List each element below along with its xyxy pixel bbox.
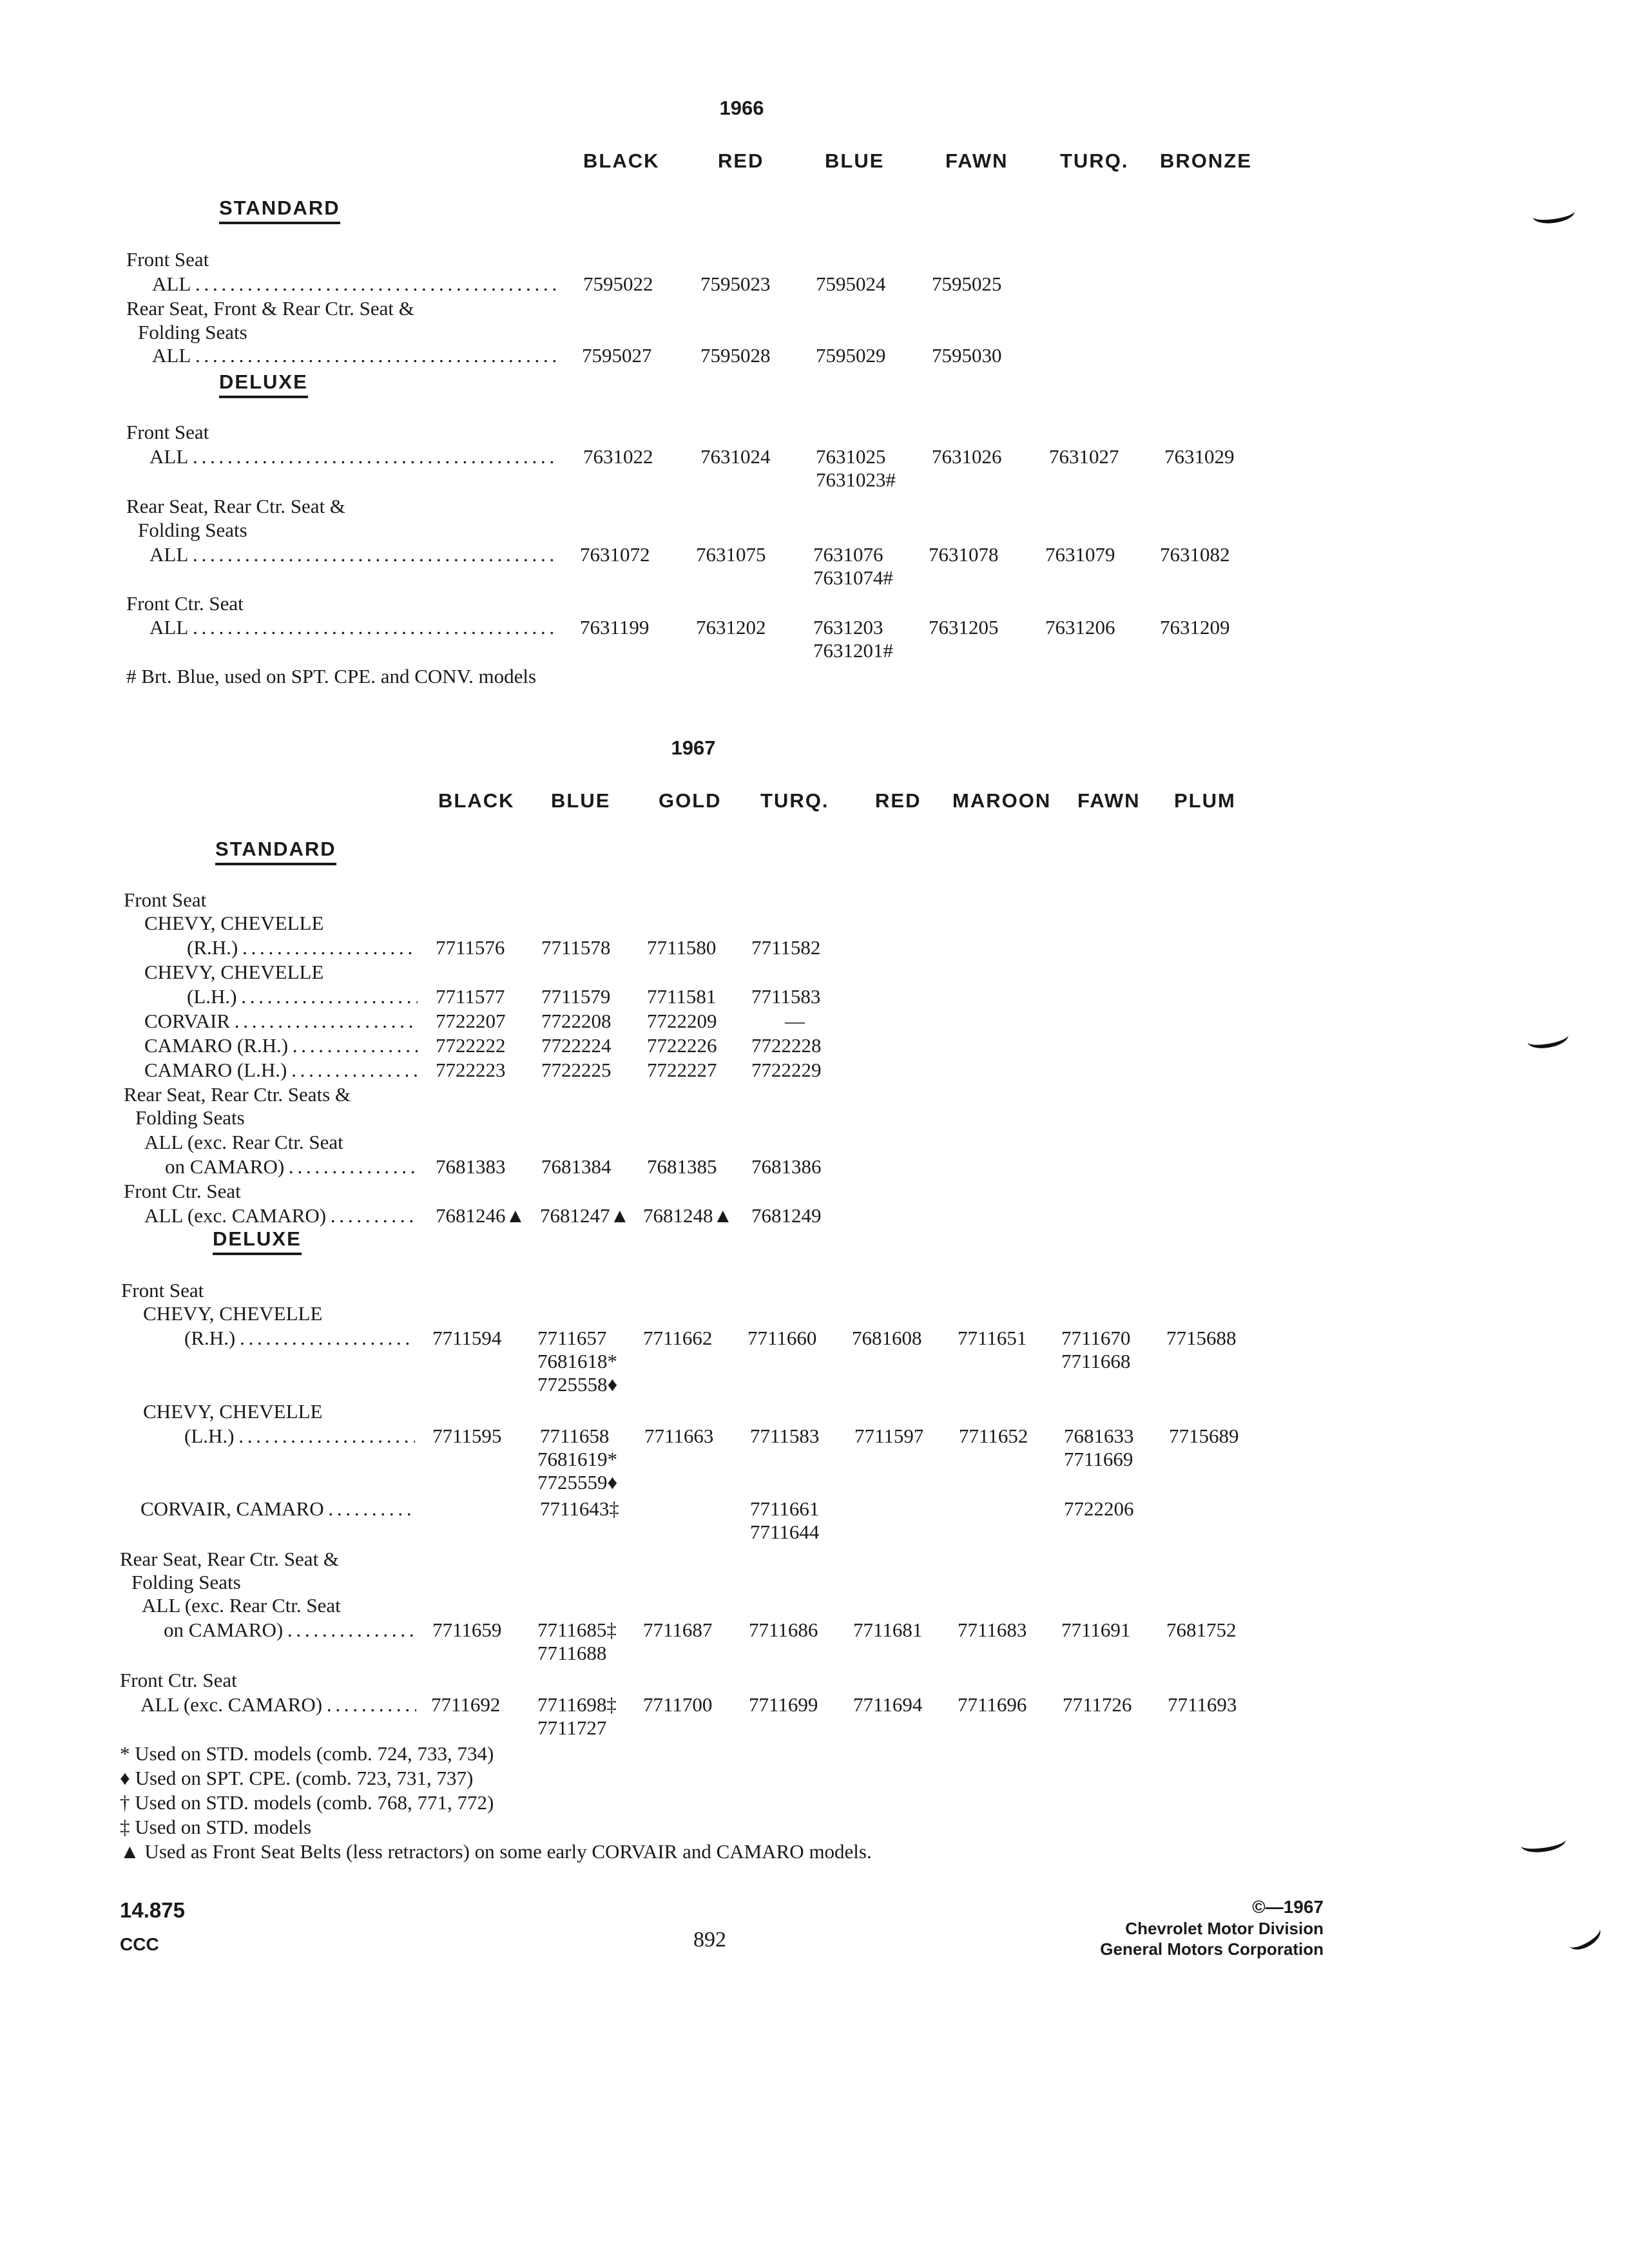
part-number: 7711661 bbox=[750, 1497, 820, 1520]
part-number: 7711644 bbox=[750, 1521, 820, 1543]
row-label: ALL (exc. Rear Ctr. Seat bbox=[142, 1594, 341, 1617]
col-fawn: FAWN bbox=[1077, 789, 1141, 812]
part-number: 7595022 bbox=[583, 273, 653, 295]
part-number: 7595029 bbox=[816, 344, 886, 367]
part-number: 7681386 bbox=[751, 1155, 822, 1178]
row-label: ALL (exc. CAMARO) . . . bbox=[144, 1204, 418, 1228]
row-label: on CAMARO) . . . bbox=[165, 1155, 418, 1179]
part-number: 7711659 bbox=[432, 1619, 502, 1641]
part-number: 7711658 bbox=[540, 1425, 610, 1447]
part-number: 7725559♦ bbox=[537, 1471, 618, 1494]
row-label: Front Ctr. Seat bbox=[124, 1180, 241, 1202]
row-label: Rear Seat, Rear Ctr. Seat & bbox=[120, 1548, 340, 1570]
part-number: 7681383 bbox=[436, 1155, 506, 1178]
col-turq: TURQ. bbox=[1060, 149, 1129, 172]
part-number: 7711685‡ bbox=[537, 1619, 617, 1641]
part-number: 7722222 bbox=[436, 1034, 506, 1057]
part-number: 7711692 bbox=[431, 1693, 501, 1716]
part-number: 7711579 bbox=[541, 985, 611, 1008]
footnote: ▲ Used as Front Seat Belts (less retractors) on some early CORVAIR and CAMARO models. bbox=[120, 1840, 872, 1863]
part-number: 7711669 bbox=[1064, 1448, 1133, 1470]
part-number: 7722206 bbox=[1064, 1497, 1134, 1520]
row-label: (L.H.) . . . bbox=[187, 985, 418, 1009]
binder-mark bbox=[1565, 1921, 1605, 1955]
part-number: 7681247▲ bbox=[540, 1204, 630, 1227]
row-label: CHEVY, CHEVELLE bbox=[143, 1400, 323, 1423]
row-label: ALL . . . bbox=[149, 543, 559, 567]
part-number: 7711578 bbox=[541, 936, 611, 959]
part-number: 7711670 bbox=[1061, 1327, 1131, 1349]
part-number: 7711700 bbox=[643, 1693, 713, 1716]
row-label: CHEVY, CHEVELLE bbox=[144, 912, 324, 934]
col-blue: BLUE bbox=[551, 789, 611, 812]
part-number: 7711657 bbox=[537, 1327, 607, 1349]
part-number: 7631082 bbox=[1160, 543, 1230, 566]
footnote-1966: # Brt. Blue, used on SPT. CPE. and CONV. models bbox=[126, 665, 537, 687]
row-label: Front Ctr. Seat bbox=[120, 1669, 237, 1691]
col-turq: TURQ. bbox=[760, 789, 829, 812]
part-number: 7711693 bbox=[1168, 1693, 1237, 1716]
footnote: † Used on STD. models (comb. 768, 771, 772) bbox=[120, 1791, 494, 1814]
col-red: RED bbox=[875, 789, 921, 812]
part-number: 7711595 bbox=[432, 1425, 502, 1447]
row-label: Front Ctr. Seat bbox=[126, 592, 244, 615]
year-1967-heading: 1967 bbox=[671, 736, 716, 759]
part-number: 7711643‡ bbox=[540, 1497, 619, 1520]
part-number: 7631022 bbox=[583, 445, 653, 468]
row-label: (R.H.) . . . bbox=[187, 936, 418, 960]
part-number: 7722223 bbox=[436, 1059, 506, 1081]
part-number: 7711694 bbox=[853, 1693, 923, 1716]
part-number: 7631201# bbox=[813, 639, 893, 662]
part-number: 7681618* bbox=[537, 1350, 617, 1372]
col-plum: PLUM bbox=[1174, 789, 1236, 812]
part-number: 7631209 bbox=[1160, 616, 1230, 639]
row-label: CORVAIR . . . bbox=[144, 1009, 418, 1033]
col-bronze: BRONZE bbox=[1160, 149, 1252, 172]
row-label: ALL . . . bbox=[152, 272, 559, 296]
part-number: 7722226 bbox=[647, 1034, 717, 1057]
part-number: 7595030 bbox=[932, 344, 1002, 367]
footnote: ♦ Used on SPT. CPE. (comb. 723, 731, 737) bbox=[120, 1767, 474, 1789]
part-number: 7631024 bbox=[700, 445, 771, 468]
part-number: 7631206 bbox=[1045, 616, 1115, 639]
row-label: Folding Seats bbox=[131, 1571, 241, 1593]
binder-mark bbox=[1519, 1831, 1566, 1854]
part-number: 7631027 bbox=[1049, 445, 1119, 468]
row-label: CHEVY, CHEVELLE bbox=[144, 961, 324, 983]
row-label: Folding Seats bbox=[138, 519, 247, 541]
part-number: 7711698‡ bbox=[537, 1693, 617, 1716]
part-number: 7711662 bbox=[643, 1327, 713, 1349]
part-number: 7631026 bbox=[932, 445, 1002, 468]
part-number: 7631079 bbox=[1045, 543, 1115, 566]
part-number: 7595025 bbox=[932, 273, 1002, 295]
part-number: 7715689 bbox=[1169, 1425, 1239, 1447]
part-number: 7711652 bbox=[959, 1425, 1028, 1447]
part-number: 7725558♦ bbox=[537, 1373, 618, 1396]
part-number: 7711688 bbox=[537, 1642, 607, 1664]
section-number: 14.875 bbox=[120, 1898, 185, 1922]
part-number: 7711581 bbox=[647, 985, 717, 1008]
part-number: 7681249 bbox=[751, 1204, 822, 1227]
col-blue: BLUE bbox=[825, 149, 885, 172]
part-number: 7681619* bbox=[537, 1448, 617, 1470]
part-number: 7722227 bbox=[647, 1059, 717, 1081]
row-label: Front Seat bbox=[121, 1279, 204, 1302]
col-fawn: FAWN bbox=[945, 149, 1008, 172]
part-number: 7711583 bbox=[750, 1425, 820, 1447]
row-label: Front Seat bbox=[124, 889, 207, 911]
part-number: 7711686 bbox=[749, 1619, 818, 1641]
part-number: 7711699 bbox=[749, 1693, 818, 1716]
row-label: ALL . . . bbox=[149, 615, 559, 640]
row-label: on CAMARO) . . . bbox=[164, 1618, 416, 1642]
row-label: (L.H.) . . . bbox=[184, 1424, 415, 1448]
part-number: 7722208 bbox=[541, 1010, 612, 1032]
part-number: 7711663 bbox=[644, 1425, 714, 1447]
row-label: CORVAIR, CAMARO . . . bbox=[140, 1497, 415, 1521]
part-number: 7631203 bbox=[813, 616, 883, 639]
part-number: 7595027 bbox=[582, 344, 652, 367]
part-number: 7681248▲ bbox=[643, 1204, 733, 1227]
part-number: 7631025 bbox=[816, 445, 886, 468]
part-number: 7681246▲ bbox=[436, 1204, 526, 1227]
part-number: 7631072 bbox=[580, 543, 650, 566]
row-label: Front Seat bbox=[126, 421, 209, 443]
part-number: 7631029 bbox=[1164, 445, 1235, 468]
part-number: 7681608 bbox=[852, 1327, 922, 1349]
part-number: 7595028 bbox=[700, 344, 771, 367]
row-label: Rear Seat, Front & Rear Ctr. Seat & bbox=[126, 297, 414, 320]
part-number: 7715688 bbox=[1166, 1327, 1237, 1349]
part-number: 7722225 bbox=[541, 1059, 612, 1081]
part-number: 7711577 bbox=[436, 985, 505, 1008]
part-number: 7631202 bbox=[696, 616, 766, 639]
footnote: ‡ Used on STD. models bbox=[120, 1816, 312, 1838]
part-number: 7711583 bbox=[751, 985, 821, 1008]
part-number: 7711691 bbox=[1061, 1619, 1131, 1641]
part-number: 7631075 bbox=[696, 543, 766, 566]
part-number: 7711582 bbox=[751, 936, 821, 959]
part-number: 7711576 bbox=[436, 936, 505, 959]
row-label: ALL . . . bbox=[152, 343, 559, 368]
row-label: Rear Seat, Rear Ctr. Seats & bbox=[124, 1083, 351, 1106]
col-gold: GOLD bbox=[659, 789, 722, 812]
part-number: 7722224 bbox=[541, 1034, 612, 1057]
corporation-name: General Motors Corporation bbox=[1100, 1939, 1324, 1959]
copyright: ©—1967 bbox=[1252, 1897, 1324, 1917]
part-number: 7681633 bbox=[1064, 1425, 1134, 1447]
col-black: BLACK bbox=[583, 149, 660, 172]
part-number: 7711594 bbox=[432, 1327, 502, 1349]
part-number: 7631205 bbox=[929, 616, 999, 639]
footnote: * Used on STD. models (comb. 724, 733, 734) bbox=[120, 1742, 494, 1765]
row-label: Folding Seats bbox=[135, 1106, 245, 1129]
row-label: (R.H.) . . . bbox=[184, 1326, 415, 1350]
part-number: 7595024 bbox=[816, 273, 886, 295]
part-number: 7722209 bbox=[647, 1010, 717, 1032]
part-number: 7711668 bbox=[1061, 1350, 1131, 1372]
part-number: 7711597 bbox=[854, 1425, 924, 1447]
page-number: 892 bbox=[693, 1928, 726, 1952]
part-number: 7595023 bbox=[700, 273, 771, 295]
part-number: 7711726 bbox=[1063, 1693, 1132, 1716]
section-standard-1967: STANDARD bbox=[215, 838, 336, 865]
row-label: CAMARO (R.H.) . . . bbox=[144, 1033, 418, 1058]
part-number: 7711651 bbox=[958, 1327, 1027, 1349]
row-label: CHEVY, CHEVELLE bbox=[143, 1302, 323, 1325]
row-label: Rear Seat, Rear Ctr. Seat & bbox=[126, 495, 346, 517]
part-number: 7681385 bbox=[647, 1155, 717, 1178]
row-label: ALL (exc. CAMARO) . . . bbox=[140, 1693, 416, 1717]
section-standard-1966: STANDARD bbox=[219, 197, 340, 224]
part-number: 7631023# bbox=[816, 468, 896, 491]
row-label: Folding Seats bbox=[138, 321, 247, 343]
part-number: 7722229 bbox=[751, 1059, 822, 1081]
row-label: Front Seat bbox=[126, 248, 209, 271]
col-red: RED bbox=[718, 149, 764, 172]
part-number: 7631078 bbox=[929, 543, 999, 566]
part-number: 7631074# bbox=[813, 566, 893, 589]
part-number: 7722228 bbox=[751, 1034, 822, 1057]
row-label: CAMARO (L.H.) . . . bbox=[144, 1058, 418, 1082]
part-number: 7722207 bbox=[436, 1010, 506, 1032]
part-number: 7711580 bbox=[647, 936, 717, 959]
part-number: 7631076 bbox=[813, 543, 883, 566]
part-number: 7711683 bbox=[958, 1619, 1027, 1641]
division-name: Chevrolet Motor Division bbox=[1125, 1919, 1324, 1938]
part-number: 7711660 bbox=[747, 1327, 817, 1349]
part-number: 7681752 bbox=[1166, 1619, 1237, 1641]
row-label: ALL (exc. Rear Ctr. Seat bbox=[144, 1131, 343, 1153]
section-deluxe-1966: DELUXE bbox=[219, 370, 308, 398]
year-1966-heading: 1966 bbox=[719, 97, 764, 119]
part-number: 7711696 bbox=[958, 1693, 1027, 1716]
footer-code: CCC bbox=[120, 1934, 159, 1954]
row-label: ALL . . . bbox=[149, 445, 559, 469]
col-black: BLACK bbox=[438, 789, 515, 812]
section-deluxe-1967: DELUXE bbox=[213, 1227, 302, 1255]
part-number: 7711687 bbox=[643, 1619, 713, 1641]
col-maroon: MAROON bbox=[952, 789, 1052, 812]
part-number: 7631199 bbox=[580, 616, 650, 639]
binder-mark bbox=[1531, 202, 1576, 226]
part-number: — bbox=[785, 1010, 805, 1032]
part-number: 7711727 bbox=[537, 1716, 607, 1739]
part-number: 7681384 bbox=[541, 1155, 612, 1178]
binder-mark bbox=[1526, 1026, 1570, 1052]
part-number: 7711681 bbox=[853, 1619, 923, 1641]
